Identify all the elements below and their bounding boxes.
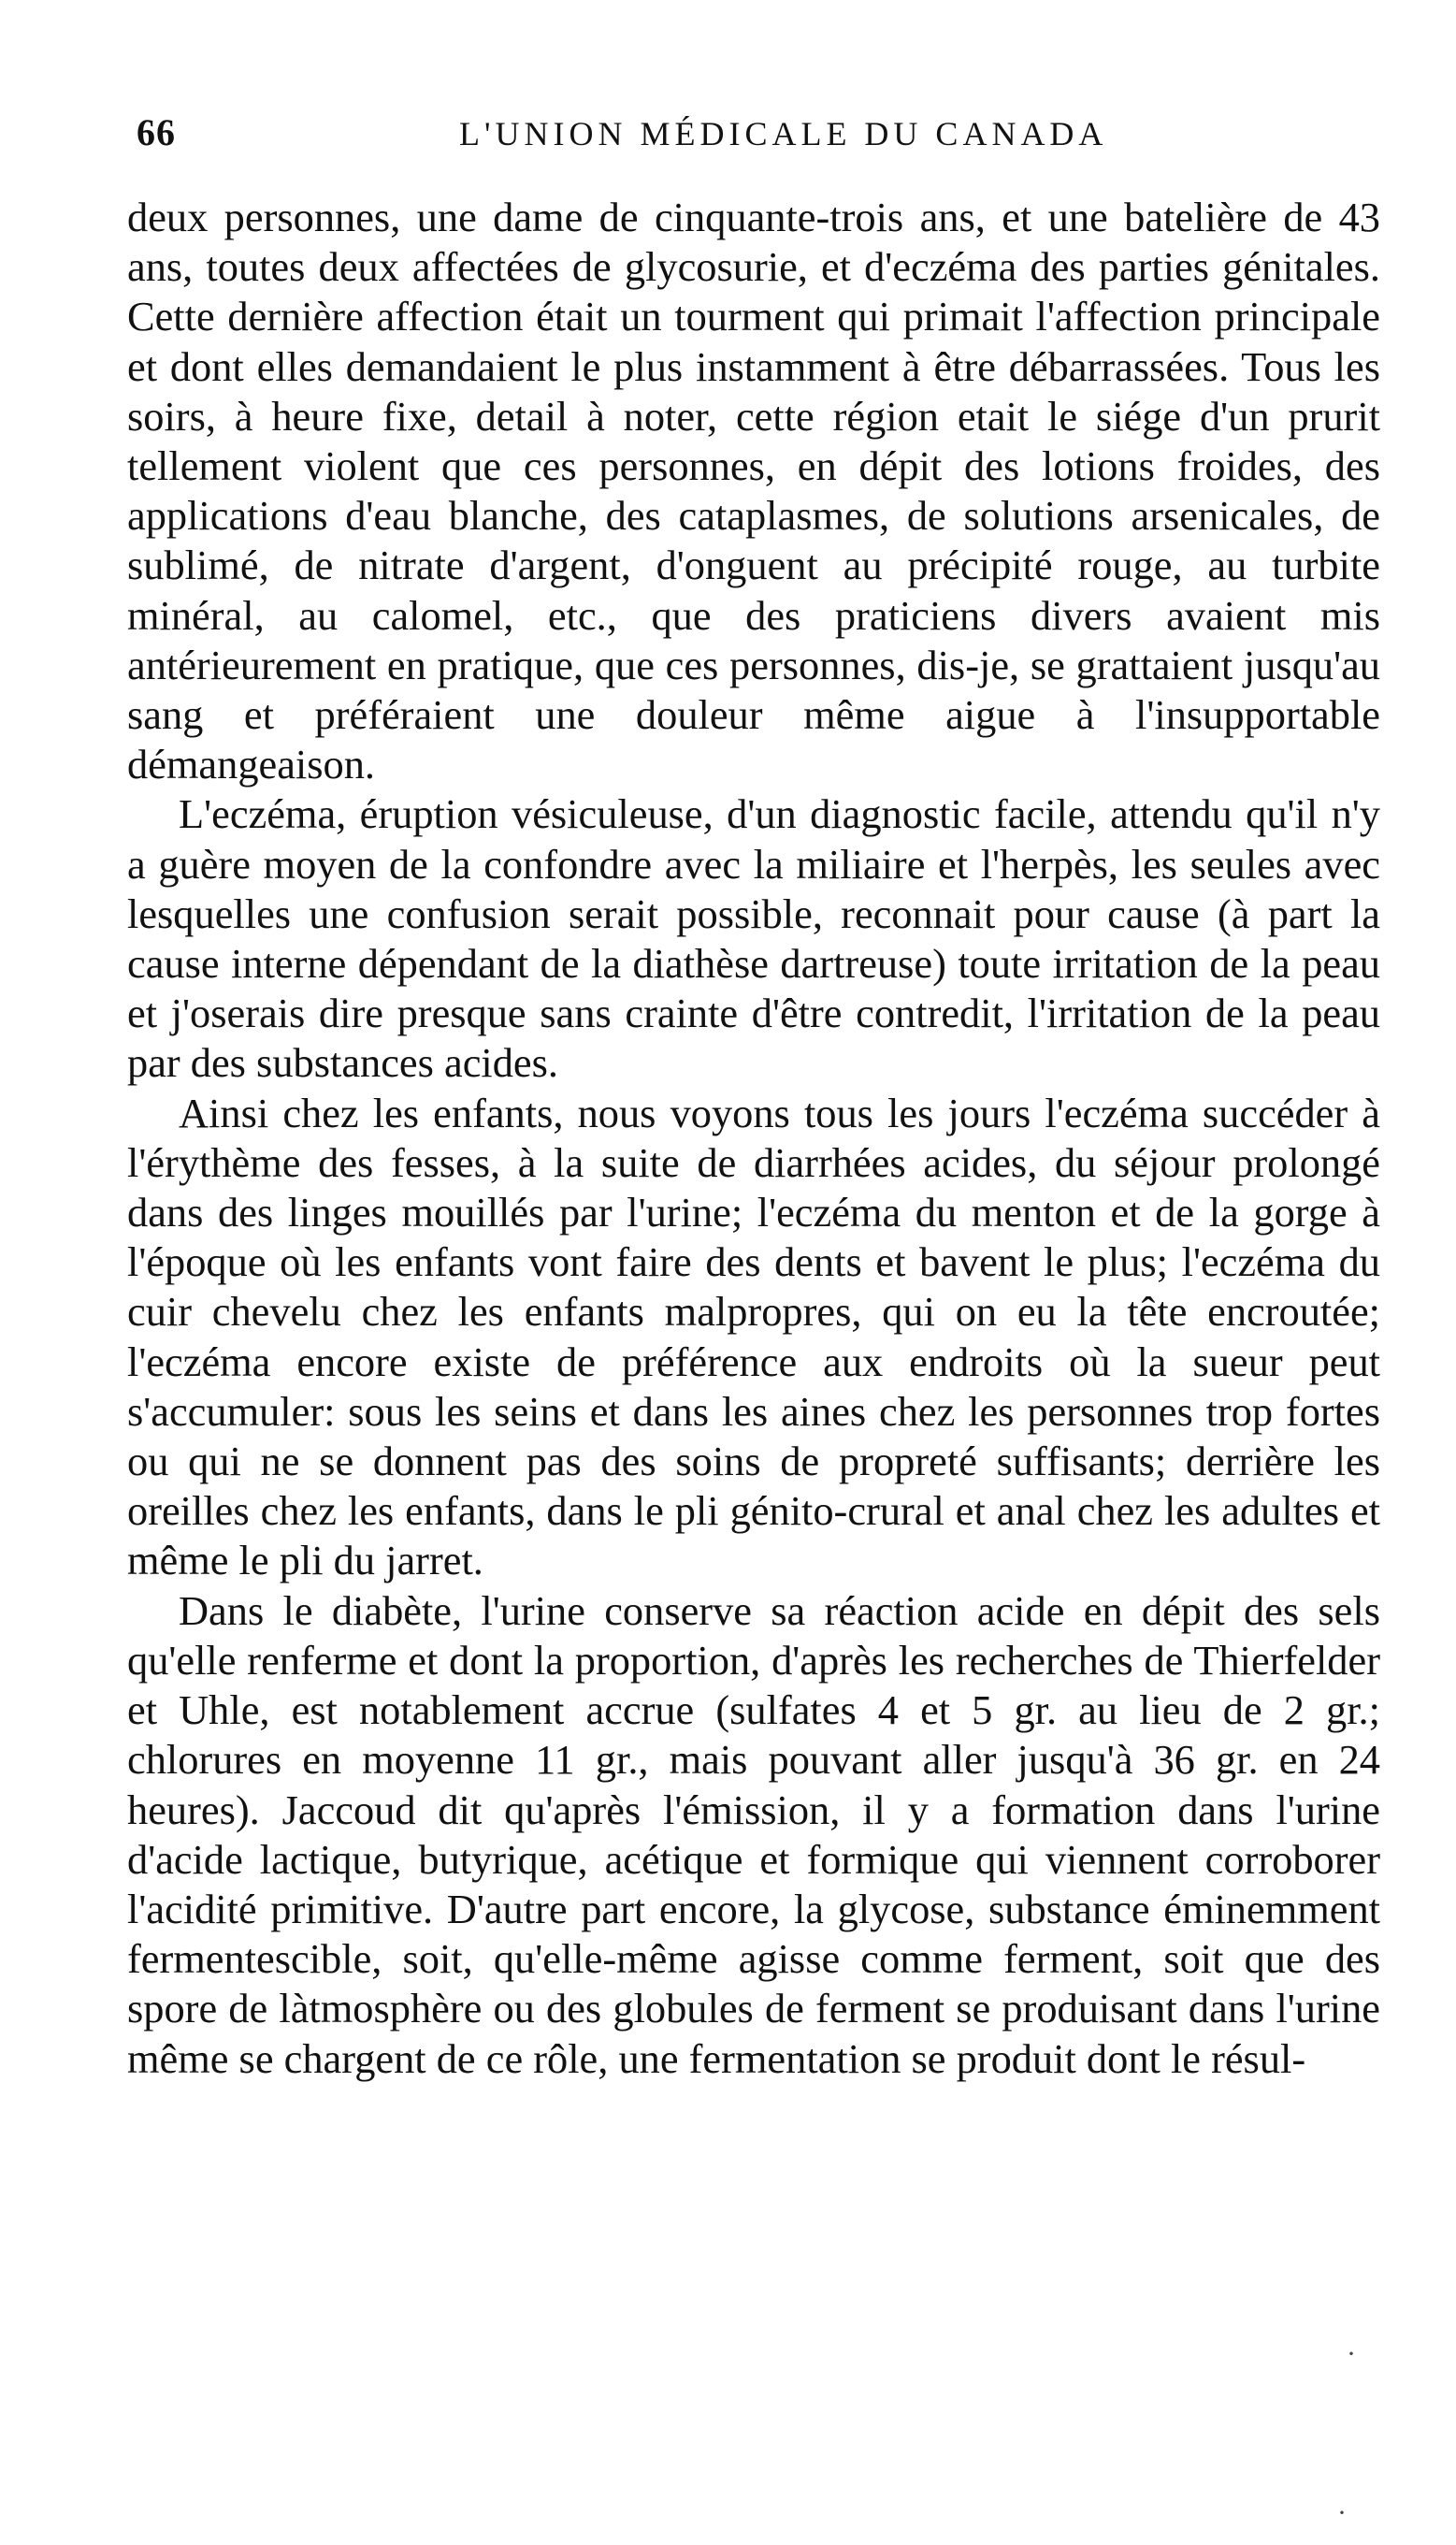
- paragraph-eczema-children: Ainsi chez les enfants, nous voyons tous les jours l'eczéma succéder à l'érythème des fesses, à la suite de diarrhées acides, du séjour prolongé dans des linges mouillés par l'urine; l'eczéma du menton et de la gorge à l'époque où les enfants vont faire des dents et bavent le plus; l'eczéma du cuir chevelu chez les enfants malpropres, qui on eu la tête encroutée; l'eczéma encore existe de préférence aux endroits où la sueur peut s'accumuler: sous les seins et dans les aines chez les personnes trop fortes ou qui ne se donnent pas des soins de propreté suffisants; derrière les oreilles chez les enfants, dans le pli génito-crural et anal chez les adultes et même le pli du jarret.: [127, 1089, 1380, 1584]
- running-title: L'UNION MÉDICALE DU CANADA: [459, 115, 1108, 152]
- page-header: [127, 110, 1380, 166]
- paragraph-glycosuria-eczema: deux personnes, une dame de cinquante-trois ans, et une batelière de 43 ans, toutes deux affectées de glycosurie, et d'eczéma des parties génitales. Cette dernière affection était un tourment qui primait l'affection principale et dont elles demandaient le plus instamment à être débarrassées. Tous les soirs, à heure fixe, detail à noter, cette région etait le siége d'un prurit tellement violent que ces personnes, en dépit des lotions froides, des applications d'eau blanche, des cataplasmes, de solutions arsenicales, de sublimé, de nitrate d'argent, d'onguent au précipité rouge, au turbite minéral, au calomel, etc., que des praticiens divers avaient mis antérieurement en pratique, que ces personnes, dis-je, se grattaient jusqu'au sang et préféraient une douleur même aigue à l'insupportable démangeaison.: [127, 194, 1380, 788]
- body-text: [127, 193, 1380, 2084]
- paragraph-diabetes-urine: Dans le diabète, l'urine conserve sa réaction acide en dépit des sels qu'elle renferme et dont la proportion, d'après les recherches de Thierfelder et Uhle, est notablement accrue (sulfates 4 et 5 gr. au lieu de 2 gr.; chlorures en moyenne 11 gr., mais pouvant aller jusqu'à 36 gr. en 24 heures). Jaccoud dit qu'après l'émission, il y a formation dans l'urine d'acide lactique, butyrique, acétique et formique qui viennent corroborer l'acidité primitive. D'autre part encore, la glycose, substance éminemment fermentescible, soit, qu'elle-même agisse comme ferment, soit que des spore de làtmosphère ou des globules de ferment se produisant dans l'urine même se chargent de ce rôle, une fermentation se produit dont le résul-: [127, 1586, 1380, 2082]
- stray-print-mark: ·: [1347, 2338, 1356, 2369]
- paragraph-eczema-causes: L'eczéma, éruption vésiculeuse, d'un diagnostic facile, attendu qu'il n'y a guère moyen de la confondre avec la miliaire et l'herpès, les seules avec lesquelles une confusion serait possible, reconnait pour cause (à part la cause interne dépendant de la diathèse dartreuse) toute irritation de la peau et j'oserais dire presque sans crainte d'être contredit, l'irritation de la peau par des substances acides.: [127, 790, 1380, 1087]
- page-number: 66: [137, 111, 176, 153]
- stray-print-mark: ·: [1337, 2497, 1347, 2528]
